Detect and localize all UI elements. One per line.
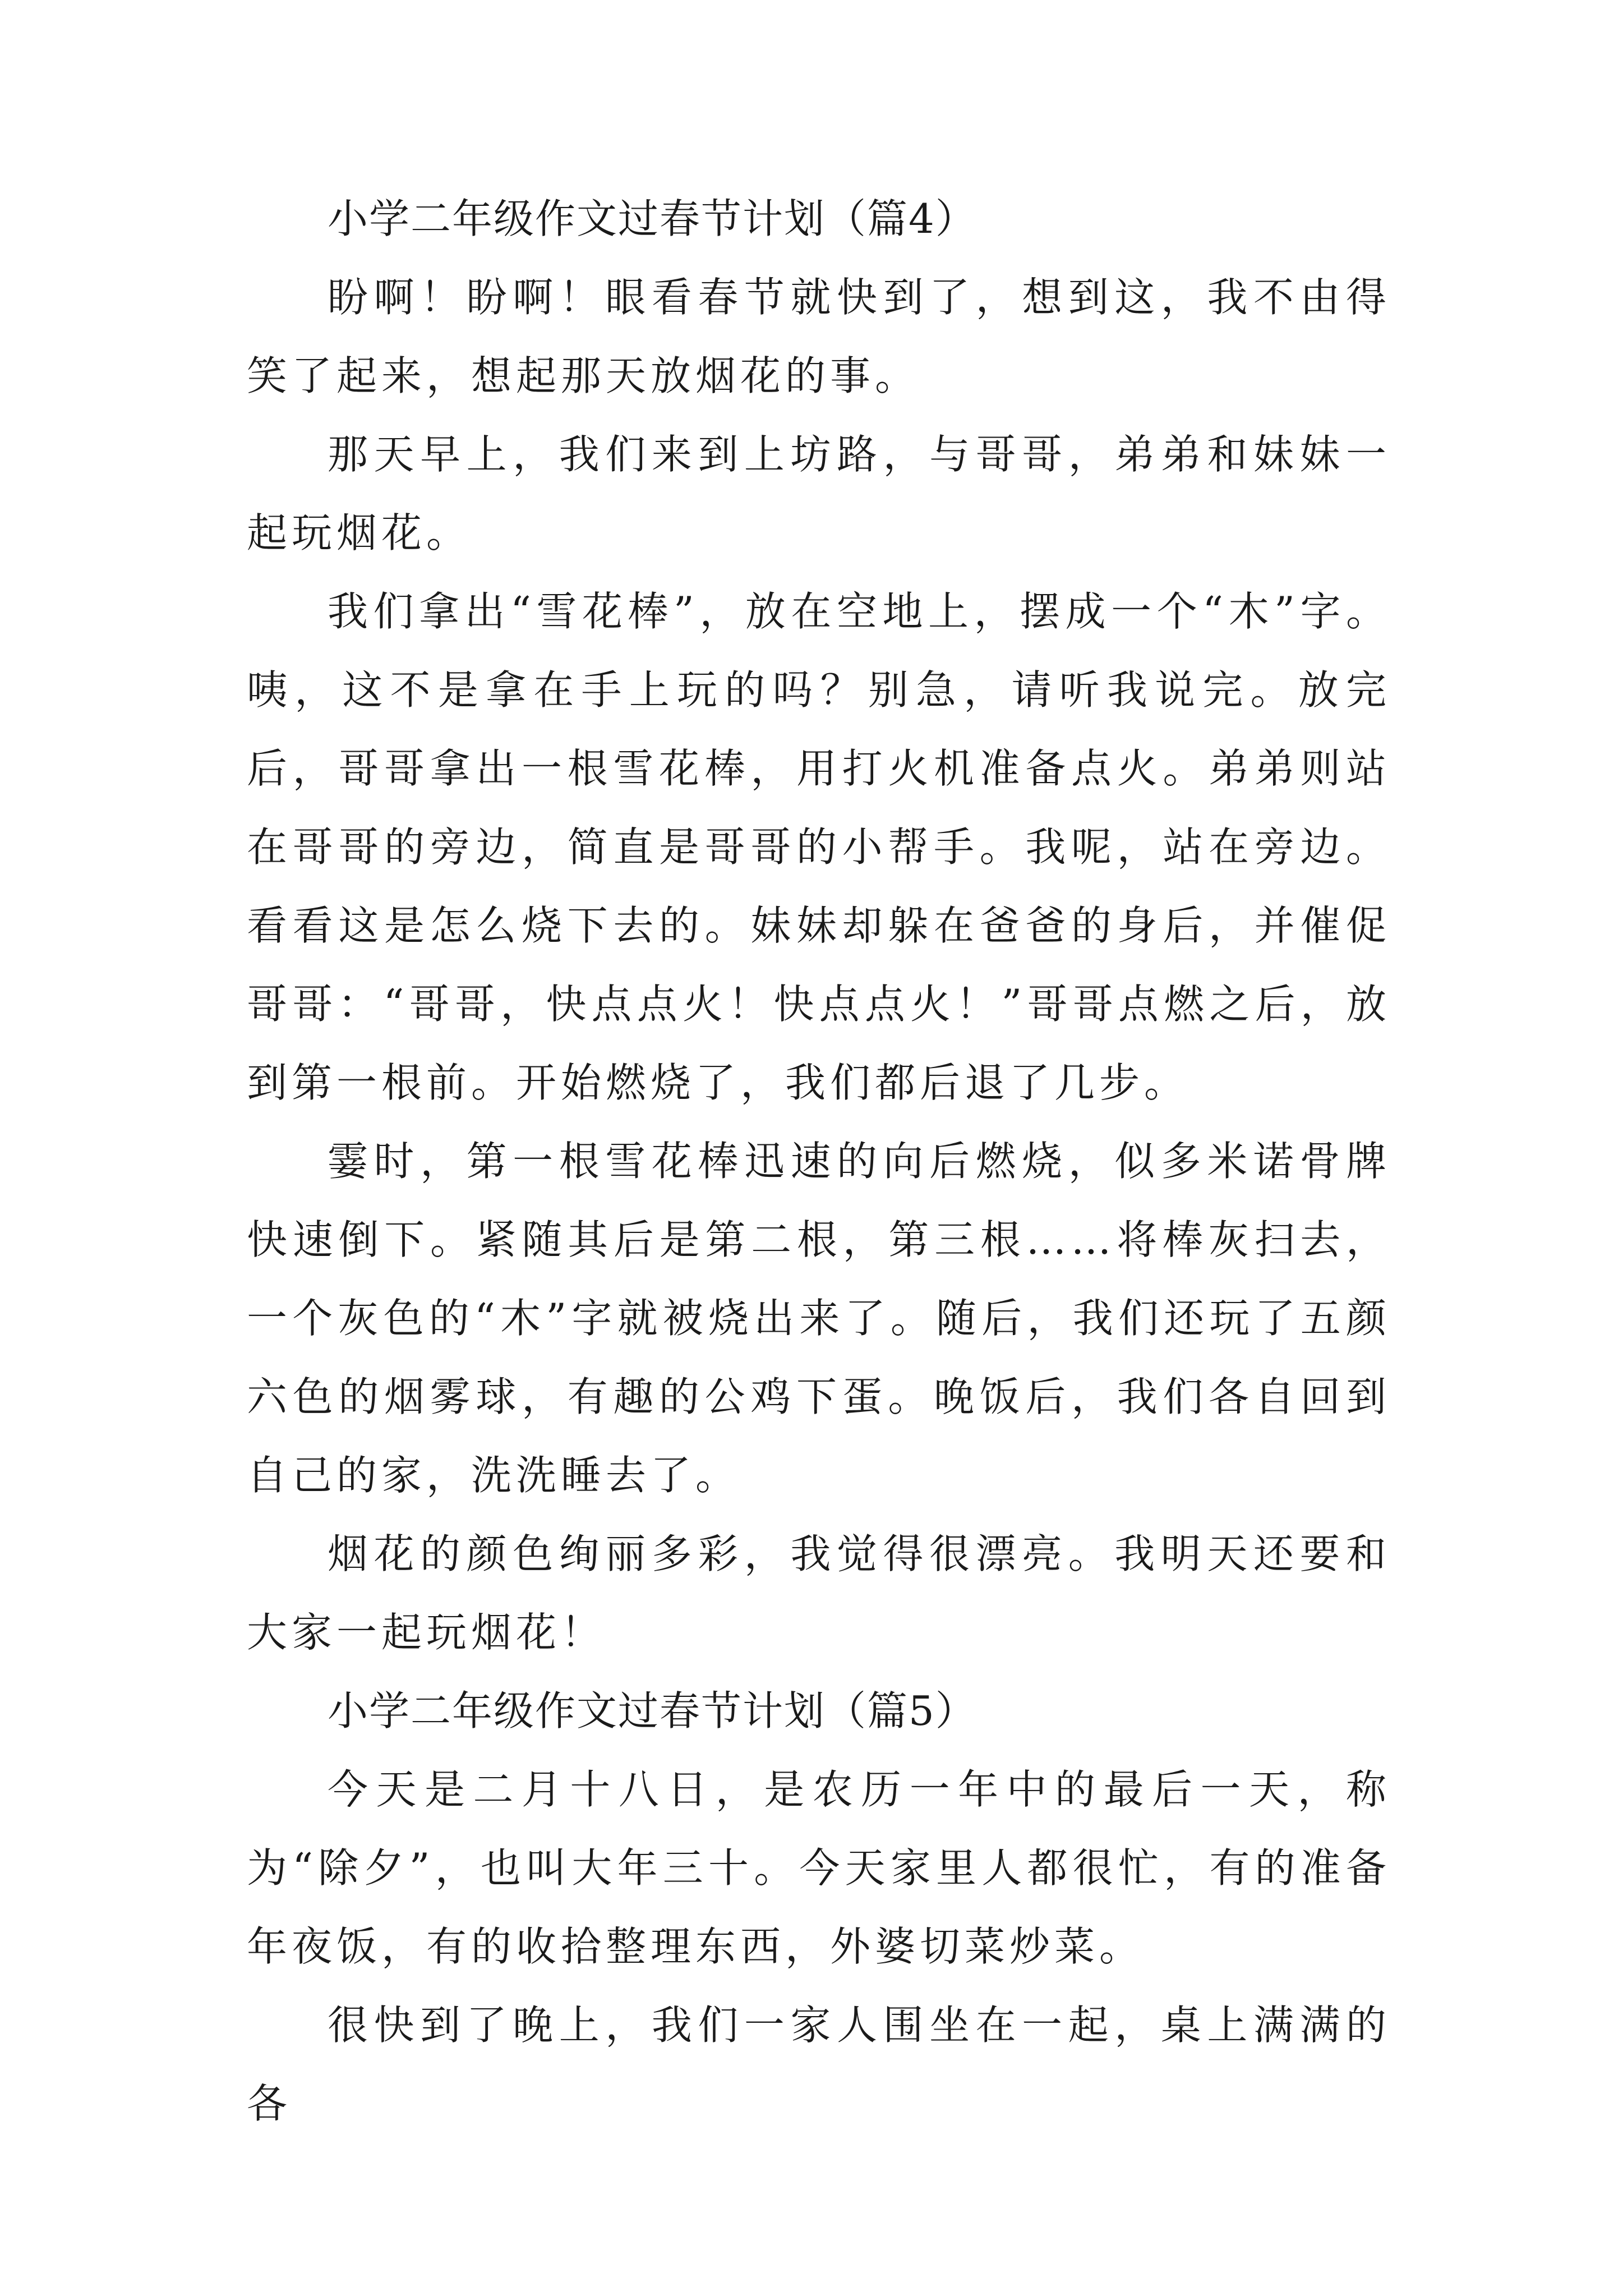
paragraph: 霎时，第一根雪花棒迅速的向后燃烧，似多米诺骨牌快速倒下。紧随其后是第二根，第三根……将棒灰扫去，一个灰色的“木”字就被烧出来了。随后，我们还玩了五颜六色的烟雾球，有趣的公鸡下蛋。晚饭后，我们各自回到自己的家，洗洗睡去了。 — [247, 1138, 1391, 1499]
paragraph: 很快到了晚上，我们一家人围坐在一起，桌上满满的各 — [247, 2001, 1391, 2127]
paragraph: 烟花的颜色绚丽多彩，我觉得很漂亮。我明天还要和大家一起玩烟花！ — [247, 1530, 1391, 1656]
essay-title-4: 小学二年级作文过春节计划（篇4） — [328, 195, 977, 242]
paragraph: 今天是二月十八日，是农历一年中的最后一天，称为“除夕”，也叫大年三十。今天家里人都很忙，有的准备年夜饭，有的收拾整理东西，外婆切菜炒菜。 — [247, 1766, 1391, 1970]
essay-title-5: 小学二年级作文过春节计划（篇5） — [328, 1687, 977, 1734]
document-body — [247, 180, 1391, 2143]
paragraph: 盼啊！盼啊！眼看春节就快到了，想到这，我不由得笑了起来，想起那天放烟花的事。 — [247, 274, 1391, 399]
paragraph: 我们拿出“雪花棒”，放在空地上，摆成一个“木”字。咦，这不是拿在手上玩的吗？别急，请听我说完。放完后，哥哥拿出一根雪花棒，用打火机准备点火。弟弟则站在哥哥的旁边，简直是哥哥的小帮手。我呢，站在旁边。看看这是怎么烧下去的。妹妹却躲在爸爸的身后，并催促哥哥：“哥哥，快点点火！快点点火！”哥哥点燃之后，放到第一根前。开始燃烧了，我们都后退了几步。 — [247, 588, 1391, 1106]
paragraph: 那天早上，我们来到上坊路，与哥哥，弟弟和妹妹一起玩烟花。 — [247, 431, 1391, 556]
